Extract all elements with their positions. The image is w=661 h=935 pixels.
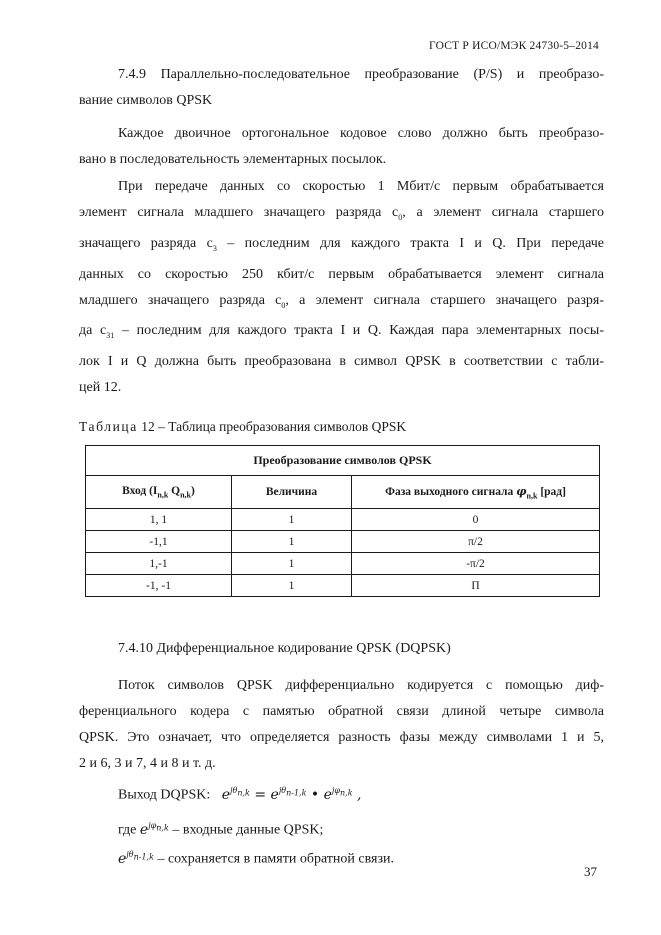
text-fragment: значащего разряда c — [79, 235, 213, 251]
subscript: n-1,k — [286, 788, 307, 798]
text-fragment: – последним для каждого тракта I и Q. При передаче — [216, 235, 604, 251]
where-text: – входные данные QPSK; — [168, 822, 324, 838]
text-fragment: – последним для каждого тракта I и Q. Каждая пара элементарных посы- — [114, 323, 605, 339]
text-fragment: , а элемент сигнала старшего — [402, 205, 604, 220]
exponent: jφ — [331, 786, 341, 795]
cell-input: 1,-1 — [86, 553, 232, 575]
text-line: вание символов QPSK — [79, 93, 213, 108]
cell-input: -1, -1 — [86, 575, 232, 597]
caption-text: 12 – Таблица преобразования символов QPSK — [137, 419, 407, 434]
section-7-4-9-heading — [79, 62, 604, 114]
section-7-4-10-heading: 7.4.10 Дифференциальное кодирование QPSK (DQPSK) — [118, 641, 451, 656]
text-line: 2 и 6, 3 и 7, 4 и 8 и т. д. — [79, 756, 216, 771]
subscript: n,k — [340, 788, 353, 798]
formula — [222, 787, 362, 803]
cell-input: 1, 1 — [86, 509, 232, 531]
caption-word: Таблица — [79, 419, 138, 434]
exponent: jθ — [126, 850, 134, 859]
table-title: Преобразование символов QPSK — [86, 446, 600, 476]
subscript: n-1,k — [133, 852, 154, 862]
header-text: Фаза выходного сигнала — [385, 485, 517, 498]
dqpsk-equation — [118, 786, 361, 804]
math-e: e — [118, 850, 127, 867]
col-header-value: Величина — [232, 476, 352, 509]
stored-text: – сохраняется в памяти обратной связи. — [153, 851, 395, 867]
math-e: e — [221, 786, 231, 803]
table-row — [86, 531, 600, 553]
text-line: 7.4.9 Параллельно-последовательное преобразование (P/S) и преобразо- — [118, 67, 604, 82]
cell-phase: π/2 — [352, 531, 600, 553]
multiply-dot: • — [306, 786, 324, 803]
header-text: Q — [168, 484, 181, 497]
where-line — [118, 821, 323, 839]
text-fragment: элемент сигнала младшего значащего разряда c — [79, 205, 399, 220]
cell-value: 1 — [232, 509, 352, 531]
text-line — [79, 318, 604, 349]
equation-label: Выход DQPSK: — [118, 787, 211, 803]
page-header: ГОСТ Р ИСО/МЭК 24730-5–2014 — [429, 40, 599, 52]
cell-input: -1,1 — [86, 531, 232, 553]
subscript: 31 — [106, 331, 115, 341]
math-e: e — [323, 786, 332, 803]
col-header-phase — [352, 476, 600, 509]
text-line: Каждое двоичное ортогональное кодовое слово должно быть преобразо- — [118, 126, 604, 141]
qpsk-table — [85, 445, 600, 597]
subscript: n,k — [156, 823, 169, 833]
subscript: n,k — [157, 490, 169, 500]
exponent: jφ — [148, 821, 157, 830]
subscript: n,k — [180, 490, 192, 500]
text-line — [79, 200, 604, 231]
text-line: Поток символов QPSK дифференциально кодируется с помощью диф- — [118, 678, 604, 693]
paragraph-3 — [79, 673, 604, 777]
phi-symbol: φ — [516, 483, 527, 498]
paragraph-2 — [79, 174, 604, 401]
cell-value: 1 — [232, 575, 352, 597]
math-e: e — [270, 786, 279, 803]
text-line: лок I и Q должна быть преобразована в символ QPSK в соответствии с табли- — [79, 354, 604, 370]
subscript: 3 — [212, 243, 217, 253]
text-line: ференциального кодера с памятью обратной связи длиной четыре символа — [79, 704, 604, 719]
table-caption — [79, 419, 406, 435]
comma: , — [352, 786, 362, 803]
text-fragment: да c — [79, 323, 107, 339]
exponent: jθ — [230, 786, 238, 795]
text-line: QPSK. Это означает, что определяется разность фазы между символами 1 и 5, — [79, 730, 604, 745]
text-fragment: , а элемент сигнала старшего значащего разря- — [285, 292, 605, 308]
header-text: Вход (I — [122, 484, 158, 497]
text-line: При передаче данных со скоростью 1 Мбит/с первым обрабатывается — [118, 179, 604, 194]
cell-phase: 0 — [352, 509, 600, 531]
cell-value: 1 — [232, 553, 352, 575]
formula — [118, 851, 154, 867]
exponent: jθ — [278, 786, 287, 795]
subscript: n,k — [526, 491, 538, 501]
subscript: 0 — [398, 212, 403, 222]
text-line: данных со скоростью 250 кбит/с первым обрабатывается элемент сигнала — [79, 266, 604, 282]
subscript: n,k — [237, 788, 250, 798]
stored-line — [118, 850, 394, 868]
table-row — [86, 509, 600, 531]
text-line — [79, 288, 604, 319]
equals-sign: = — [249, 786, 271, 803]
text-line: цей 12. — [79, 380, 122, 396]
cell-value: 1 — [232, 531, 352, 553]
formula — [140, 822, 169, 838]
paragraph-1 — [79, 121, 604, 173]
text-line — [79, 231, 604, 262]
subscript: 0 — [281, 300, 286, 310]
table-row — [86, 575, 600, 597]
where-prefix: где — [118, 822, 140, 838]
math-e: e — [139, 821, 149, 838]
text-line: вано в последовательность элементарных посылок. — [79, 152, 387, 167]
table-row — [86, 553, 600, 575]
col-header-input — [86, 476, 232, 509]
page-number: 37 — [584, 864, 597, 879]
cell-phase: -π/2 — [352, 553, 600, 575]
header-text: ) — [191, 484, 195, 497]
header-text: [рад] — [537, 485, 566, 498]
text-fragment: младшего значащего разряда c — [79, 292, 282, 308]
cell-phase: П — [352, 575, 600, 597]
